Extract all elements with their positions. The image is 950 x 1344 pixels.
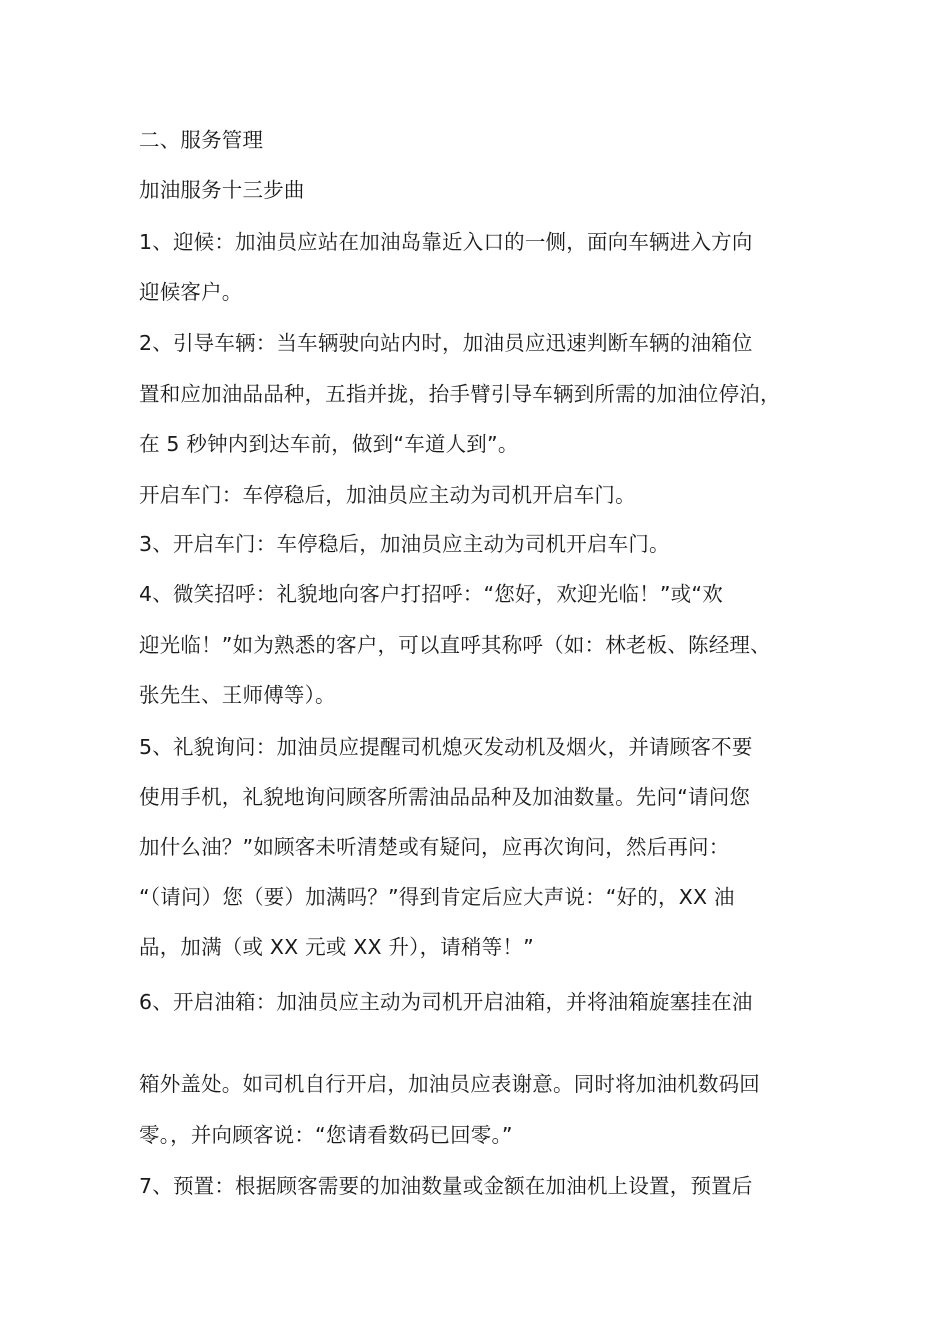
text-line: 加什么油？”如顾客未听清楚或有疑问，应再次询问，然后再问：	[139, 835, 730, 859]
text-line: 7、预置：根据顾客需要的加油数量或金额在加油机上设置，预置后	[139, 1174, 753, 1198]
text-line: 零。，并向顾客说：“您请看数码已回零。”	[139, 1123, 513, 1147]
text-line: 迎候客户。	[139, 280, 243, 304]
text-line: 1、迎候：加油员应站在加油岛靠近入口的一侧，面向车辆进入方向	[139, 230, 753, 254]
text-line: 迎光临！”如为熟悉的客户，可以直呼其称呼（如：林老板、陈经理、	[139, 633, 771, 657]
text-line: 5、礼貌询问：加油员应提醒司机熄灭发动机及烟火，并请顾客不要	[139, 735, 753, 759]
text-line: 2、引导车辆：当车辆驶向站内时，加油员应迅速判断车辆的油箱位	[139, 331, 753, 355]
text-line: 使用手机，礼貌地询问顾客所需油品品种及加油数量。先问“请问您	[139, 785, 751, 809]
text-line: 3、开启车门：车停稳后，加油员应主动为司机开启车门。	[139, 532, 670, 556]
text-line: 6、开启油箱：加油员应主动为司机开启油箱，并将油箱旋塞挂在油	[139, 990, 753, 1014]
text-line: 张先生、王师傅等）。	[139, 683, 336, 707]
text-line: 在 5 秒钟内到达车前，做到“车道人到”。	[139, 432, 519, 456]
text-line: 箱外盖处。如司机自行开启，加油员应表谢意。同时将加油机数码回	[139, 1072, 760, 1096]
text-line: 置和应加油品品种，五指并拢，抬手臂引导车辆到所需的加油位停泊，	[139, 382, 781, 406]
text-line: 品，加满（或 XX 元或 XX 升），请稍等！”	[139, 935, 534, 959]
text-line: 开启车门：车停稳后，加油员应主动为司机开启车门。	[139, 483, 636, 507]
section-heading: 二、服务管理	[139, 128, 264, 152]
text-line: “（请问）您（要）加满吗？”得到肯定后应大声说：“好的，XX 油	[139, 885, 735, 909]
text-line: 4、微笑招呼：礼貌地向客户打招呼：“您好，欢迎光临！”或“欢	[139, 582, 723, 606]
sub-heading: 加油服务十三步曲	[139, 178, 305, 202]
